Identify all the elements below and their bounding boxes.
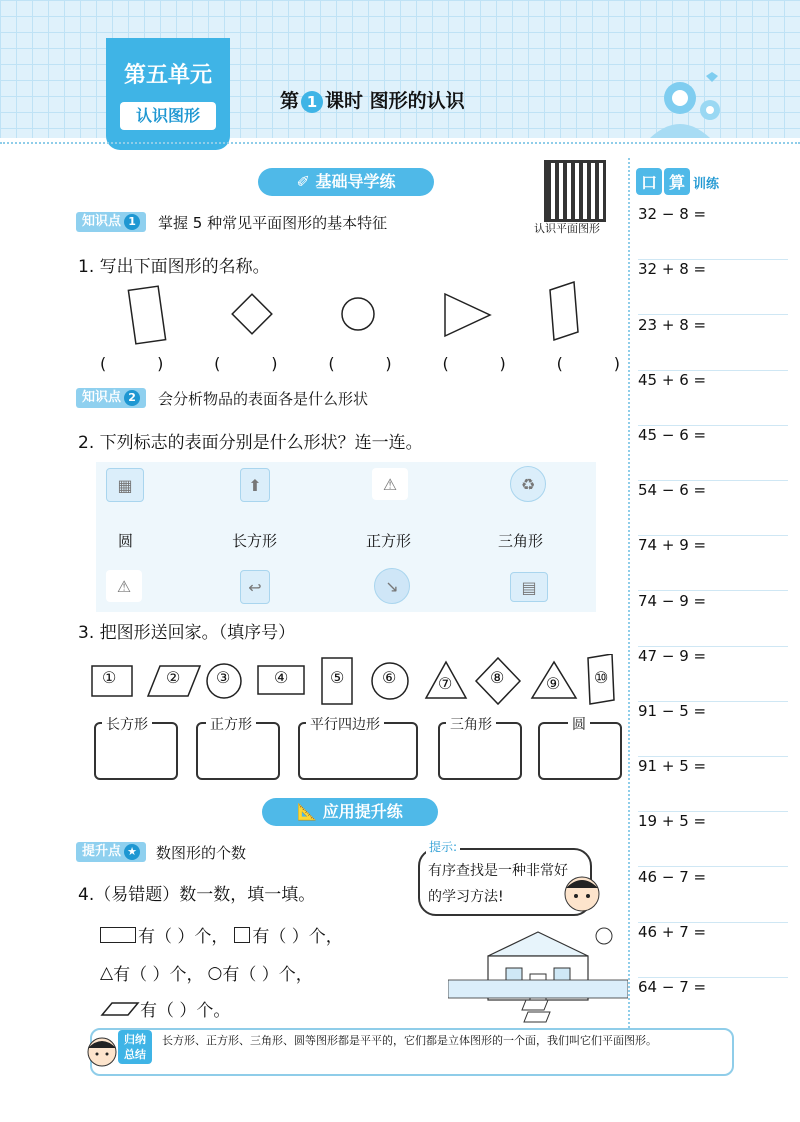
- warning-triangle-sign-icon[interactable]: ⚠: [372, 468, 408, 500]
- label-circle[interactable]: 圆: [118, 532, 134, 550]
- calc-item[interactable]: 45 − 6 =: [638, 426, 788, 481]
- calc-item[interactable]: 47 − 9 =: [638, 647, 788, 702]
- compass-icon: ✐: [296, 172, 316, 191]
- flower-icon: [640, 70, 740, 140]
- calc-item[interactable]: 54 − 6 =: [638, 481, 788, 536]
- improve-point-tag: 提升点 ★: [76, 842, 146, 862]
- square-outline-icon: [234, 927, 250, 943]
- unit-tab: [106, 38, 230, 150]
- calc-item[interactable]: 32 − 8 =: [638, 205, 788, 260]
- section-banner-basic: ✐ 基础导学练: [258, 168, 434, 196]
- up-arrow-sign-icon[interactable]: ⬆: [240, 468, 270, 502]
- knowledge-point-tag-1: 知识点 1: [76, 212, 146, 232]
- question-1-shapes: [110, 280, 630, 350]
- question-3-shape-numbers: ① ② ③ ④ ⑤ ⑥ ⑦ ⑧ ⑨ ⑩: [102, 668, 609, 693]
- unit-title: 第五单元: [123, 63, 212, 88]
- question-1-answer-blanks[interactable]: ( ) ( ) ( ) ( ) ( ): [100, 354, 620, 373]
- star-icon: ★: [124, 844, 140, 860]
- calc-item[interactable]: 45 + 6 =: [638, 371, 788, 426]
- square-shape: [232, 294, 272, 334]
- question-3-title: 3. 把图形送回家。（填序号）: [78, 623, 296, 643]
- triangle-shape: [445, 294, 490, 336]
- side-divider: [628, 158, 633, 1028]
- lesson-number-badge: 1: [301, 91, 323, 113]
- lesson-title: 第 1 课时 图形的认识: [280, 90, 465, 112]
- triangle-outline-icon: △: [100, 962, 114, 983]
- question-4-line-2[interactable]: △ 有（ ）个， ○ 有（ ）个，: [100, 962, 313, 985]
- summary-tag: 归纳 总结: [118, 1030, 152, 1064]
- section-banner-apply: 📐 应用提升练: [262, 798, 438, 826]
- cartoon-boy-icon: [560, 872, 610, 922]
- question-1-title: 1. 写出下面图形的名称。: [78, 257, 270, 277]
- summary-text: 长方形、正方形、三角形、圆等图形都是平平的，它们都是立体图形的一个面，我们叫它们平面图形。: [162, 1034, 657, 1047]
- label-rectangle[interactable]: 长方形: [232, 532, 278, 550]
- knowledge-point-2-text: 会分析物品的表面各是什么形状: [158, 390, 369, 408]
- calc-item[interactable]: 74 + 9 =: [638, 536, 788, 591]
- calc-item[interactable]: 19 + 5 =: [638, 812, 788, 867]
- calc-item[interactable]: 46 + 7 =: [638, 923, 788, 978]
- knowledge-point-1-text: 掌握 5 种常见平面图形的基本特征: [158, 214, 388, 232]
- unit-subtitle: 认识图形: [120, 102, 216, 130]
- question-4-line-3[interactable]: 有（ ）个。: [100, 996, 230, 1021]
- calc-item[interactable]: 91 + 5 =: [638, 757, 788, 812]
- label-triangle[interactable]: 三角形: [498, 532, 544, 550]
- ruler-icon: 📐: [297, 802, 323, 821]
- u-turn-sign-icon[interactable]: ↩: [240, 570, 270, 604]
- building-sign-icon[interactable]: ▦: [106, 468, 144, 502]
- qr-caption: 认识平面图形: [534, 222, 600, 235]
- calc-item[interactable]: 91 − 5 =: [638, 702, 788, 757]
- house-figure-diagram: [448, 918, 628, 1028]
- qr-code[interactable]: [544, 160, 606, 222]
- recycle-sign-icon[interactable]: ♻: [510, 466, 546, 502]
- parallelogram-shape: [550, 282, 578, 340]
- circle-outline-icon: ○: [207, 962, 223, 983]
- side-title: 口 算 训练: [636, 168, 736, 196]
- road-narrow-sign-icon[interactable]: ⚠: [106, 570, 142, 602]
- parallelogram-outline-icon: [100, 1001, 140, 1017]
- calc-item[interactable]: 23 + 8 =: [638, 316, 788, 371]
- calc-item[interactable]: 46 − 7 =: [638, 868, 788, 923]
- rectangle-outline-icon: [100, 927, 136, 943]
- label-square[interactable]: 正方形: [366, 532, 412, 550]
- arrow-round-sign-icon[interactable]: ↘: [374, 568, 410, 604]
- knowledge-point-tag-2: 知识点 2: [76, 388, 146, 408]
- tip-label: 提示:: [426, 838, 460, 855]
- calc-item[interactable]: 74 − 9 =: [638, 592, 788, 647]
- header-divider: [0, 142, 800, 144]
- question-4-line-1[interactable]: 有（ ）个， 有（ ）个，: [100, 922, 343, 947]
- question-2-title: 2. 下列标志的表面分别是什么形状？连一连。: [78, 433, 423, 453]
- calc-item[interactable]: 32 + 8 =: [638, 260, 788, 315]
- question-4-title: 4.（易错题）数一数，填一填。: [78, 885, 316, 905]
- circle-shape: [342, 298, 374, 330]
- improve-point-text: 数图形的个数: [156, 844, 247, 862]
- calc-item[interactable]: 64 − 7 =: [638, 978, 707, 996]
- rectangle-shape: [128, 286, 165, 344]
- tip-text: 有序查找是一种非常好的学习方法!: [428, 863, 568, 905]
- map-sign-icon[interactable]: ▤: [510, 572, 548, 602]
